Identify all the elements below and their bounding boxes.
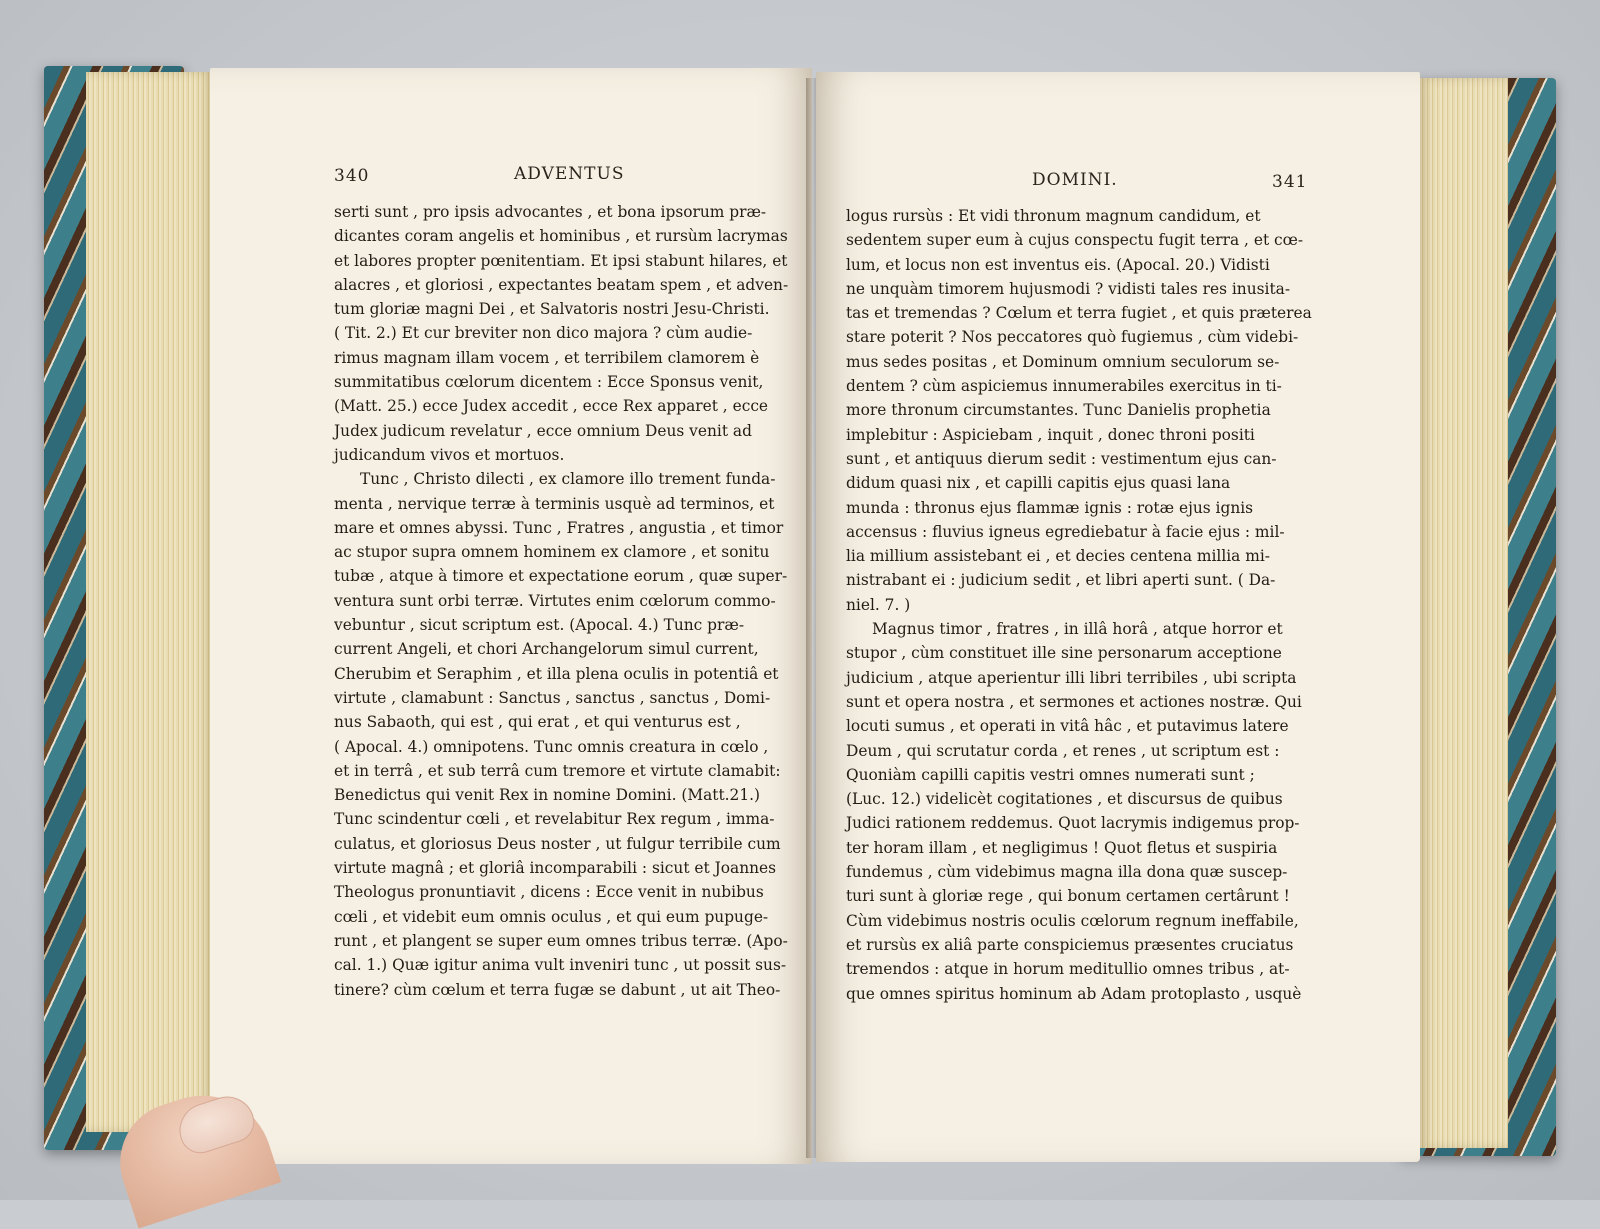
text-line: et labores propter pœnitentiam. Et ipsi stabunt hilares, et [334, 251, 788, 270]
text-line: et in terrâ , et sub terrâ cum tremore et virtute clamabit: [334, 761, 781, 780]
text-line: mus sedes positas , et Dominum omnium seculorum se- [846, 352, 1280, 371]
text-line: ne unquàm timorem hujusmodi ? vidisti tales res inusita- [846, 279, 1291, 298]
running-head: DOMINI. [1032, 170, 1118, 190]
text-line: niel. 7. ) [846, 595, 911, 614]
text-line: Tunc scindentur cœli , et revelabitur Rex regum , imma- [334, 810, 775, 829]
left-page [210, 68, 812, 1164]
text-line: ventura sunt orbi terræ. Virtutes enim cœlorum commo- [334, 591, 776, 610]
right-page [816, 72, 1420, 1162]
text-line: more thronum circumstantes. Tunc Danielis prophetia [846, 401, 1271, 420]
text-line: dentem ? cùm aspiciemus innumerabiles exercitus in ti- [846, 377, 1282, 396]
text-line: mare et omnes abyssi. Tunc , Fratres , angustia , et timor [334, 518, 784, 537]
text-line: Judici rationem reddemus. Quot lacrymis indigemus prop- [846, 814, 1300, 833]
text-line: runt , et plangent se super eum omnes tribus terræ. (Apo- [334, 931, 788, 950]
text-line: nistrabant ei : judicium sedit , et libri aperti sunt. ( Da- [846, 571, 1276, 590]
text-line: judicandum vivos et mortuos. [334, 445, 565, 464]
text-line: Cherubim et Seraphim , et illa plena oculis in potentiâ et [334, 664, 779, 683]
page-number: 341 [1272, 172, 1308, 192]
text-line: Deum , qui scrutatur corda , et renes , ut scriptum est : [846, 741, 1280, 760]
text-line: dicantes coram angelis et hominibus , et rursùm lacrymas [334, 227, 788, 246]
text-line: rimus magnam illam vocem , et terribilem clamorem è [334, 348, 760, 367]
text-line: tubæ , atque à timore et expectatione eorum , quæ super- [334, 567, 788, 586]
text-line: que omnes spiritus hominum ab Adam protoplasto , usquè [846, 984, 1302, 1003]
text-line: cœli , et videbit eum omnis oculus , et qui eum pupuge- [334, 907, 769, 926]
text-line: stare poterit ? Nos peccatores quò fugiemus , cùm videbi- [846, 328, 1299, 347]
text-line: cal. 1.) Quæ igitur anima vult inveniri tunc , ut possit sus- [334, 956, 787, 975]
text-line: alacres , et gloriosi , expectantes beatam spem , et adven- [334, 275, 789, 294]
text-line: Tunc , Christo dilecti , ex clamore illo trement funda- [360, 470, 776, 489]
text-line: tum gloriæ magni Dei , et Salvatoris nostri Jesu-Christi. [334, 300, 770, 319]
page-block-edge-right [1420, 78, 1508, 1148]
text-line: lum, et locus non est inventus eis. (Apocal. 20.) Vidisti [846, 255, 1270, 274]
text-line: lia millium assistebant ei , et decies centena millia mi- [846, 547, 1270, 566]
text-line: (Matt. 25.) ecce Judex accedit , ecce Rex apparet , ecce [334, 397, 769, 416]
running-head: ADVENTUS [514, 164, 625, 184]
text-line: tinere? cùm cœlum et terra fugæ se dabunt , ut ait Theo- [334, 980, 781, 999]
text-line: serti sunt , pro ipsis advocantes , et bona ipsorum præ- [334, 203, 767, 221]
text-line: vebuntur , sicut scriptum est. (Apocal. 4.) Tunc præ- [334, 616, 745, 635]
text-line: Theologus pronuntiavit , dicens : Ecce venit in nubibus [334, 883, 764, 902]
left-page-body [334, 200, 789, 1002]
text-line: virtute , clamabunt : Sanctus , sanctus , sanctus , Domi- [334, 688, 771, 707]
text-line: turi sunt à gloriæ rege , qui bonum certamen certârunt ! [846, 887, 1290, 906]
text-line: didum quasi nix , et capilli capitis ejus quasi lana [846, 474, 1231, 493]
text-line: sunt et opera nostra , et sermones et actiones nostræ. Qui [846, 692, 1302, 711]
text-line: nus Sabaoth, qui est , qui erat , et qui venturus est , [334, 713, 741, 732]
right-page-body [846, 204, 1312, 1006]
text-line: implebitur : Aspiciebam , inquit , donec throni positi [846, 425, 1255, 444]
text-line: virtute magnâ ; et gloriâ incomparabili : sicut et Joannes [334, 859, 777, 878]
text-line: tas et tremendas ? Cœlum et terra fugiet , et quis præterea [846, 304, 1312, 323]
text-line: Cùm videbimus nostris oculis cœlorum regnum ineffabile, [846, 911, 1299, 930]
text-line: menta , nervique terræ à terminis usquè ad terminos, et [334, 494, 775, 513]
text-line: ac stupor supra omnem hominem ex clamore , et sonitu [334, 543, 770, 562]
text-line: locuti sumus , et operati in vitâ hâc , et putavimus latere [846, 717, 1289, 736]
text-line: summitatibus cœlorum dicentem : Ecce Sponsus venit, [334, 373, 764, 392]
text-line: ter horam illam , et negligimus ! Quot fletus et suspiria [846, 838, 1278, 857]
text-line: (Luc. 12.) videlicèt cogitationes , et discursus de quibus [846, 790, 1283, 809]
text-line: judicium , atque aperientur illi libri terribiles , ubi scripta [846, 668, 1297, 687]
text-line: sedentem super eum à cujus conspectu fugit terra , et cœ- [846, 231, 1304, 250]
text-line: logus rursùs : Et vidi thronum magnum candidum, et [846, 207, 1261, 225]
text-line: Magnus timor , fratres , in illâ horâ , atque horror et [872, 620, 1283, 639]
text-line: accensus : fluvius igneus egrediebatur à facie ejus : mil- [846, 522, 1285, 541]
text-line: Benedictus qui venit Rex in nomine Domini. (Matt.21.) [334, 786, 761, 805]
text-line: fundemus , cùm videbimus magna illa dona quæ suscep- [846, 863, 1288, 882]
text-line: culatus, et gloriosus Deus noster , ut fulgur terribile cum [334, 834, 781, 853]
text-line: current Angeli, et chori Archangelorum simul current, [334, 640, 759, 659]
text-line: Quoniàm capilli capitis vestri omnes numerati sunt ; [846, 765, 1255, 784]
page-number: 340 [334, 166, 370, 186]
text-line: sunt , et antiquus dierum sedit : vestimentum ejus can- [846, 449, 1277, 468]
text-line: Judex judicum revelatur , ecce omnium Deus venit ad [334, 421, 752, 440]
page-block-edge-left [86, 72, 212, 1132]
text-line: tremendos : atque in horum meditullio omnes tribus , at- [846, 960, 1290, 979]
text-line: munda : thronus ejus flammæ ignis : rotæ ejus ignis [846, 498, 1254, 517]
text-line: et rursùs ex aliâ parte conspiciemus præsentes cruciatus [846, 935, 1294, 954]
text-line: ( Apocal. 4.) omnipotens. Tunc omnis creatura in cœlo , [334, 737, 769, 756]
text-line: stupor , cùm constituet ille sine personarum acceptione [846, 644, 1282, 663]
text-line: ( Tit. 2.) Et cur breviter non dico majora ? cùm audie- [334, 324, 753, 343]
